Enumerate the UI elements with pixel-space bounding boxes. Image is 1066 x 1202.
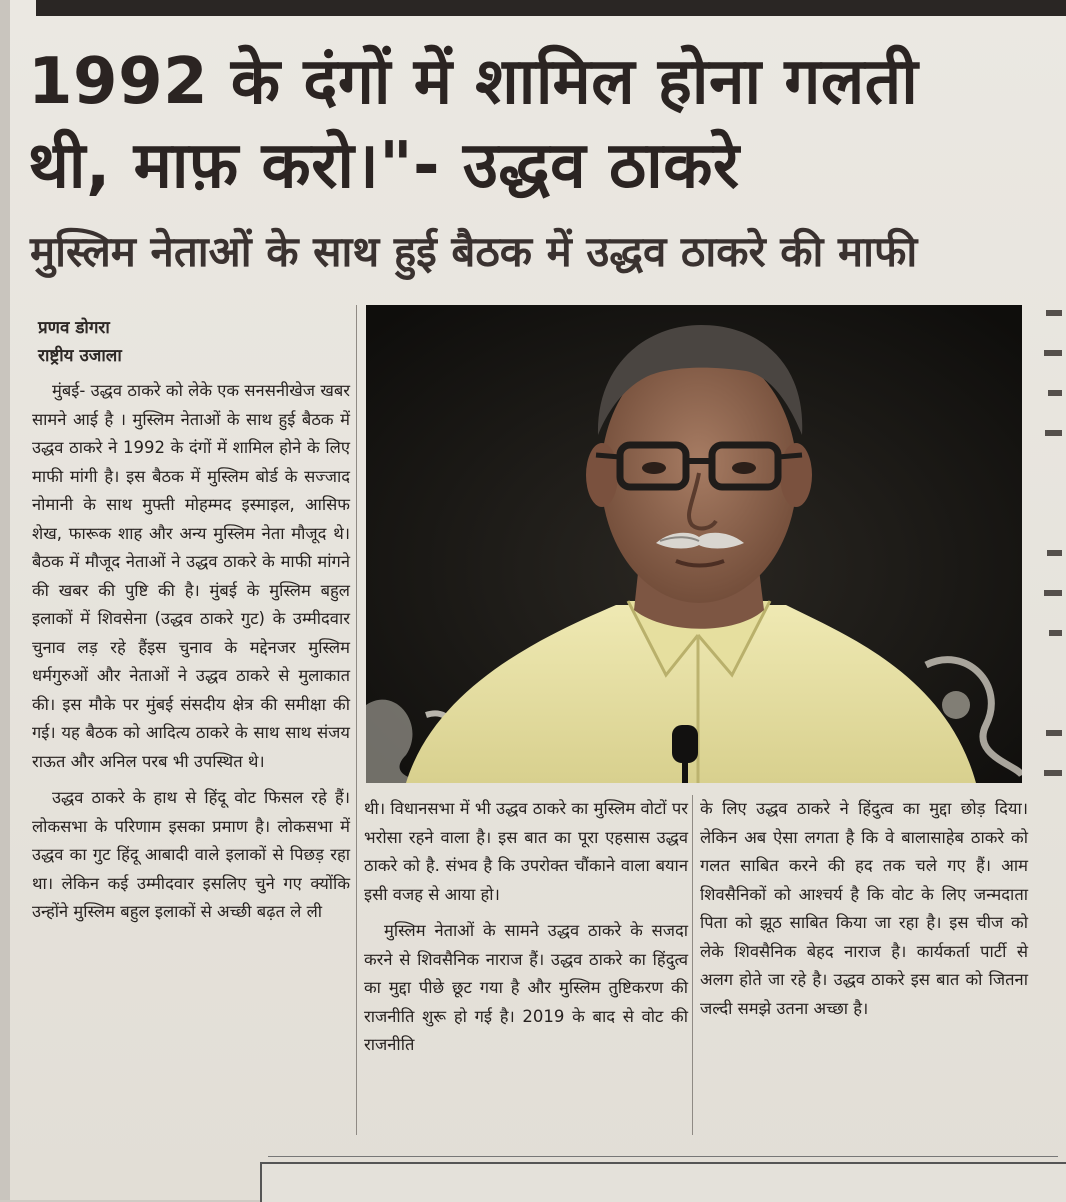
article-photo xyxy=(366,305,1022,783)
paragraph: मुस्लिम नेताओं के सामने उद्धव ठाकरे के सजदा करने से शिवसैनिक नाराज हैं। उद्धव ठाकरे का हिंदुत्व का मुद्दा पीछे छूट गया है और मुस्लिम तुष्टिकरण की राजनीति शुरू हो गई है। 2019 के बाद से वोट की राजनीति xyxy=(364,921,688,1054)
article-column-1 xyxy=(32,377,350,935)
portrait-illustration xyxy=(366,305,1022,783)
top-print-band xyxy=(36,0,1066,16)
headline xyxy=(28,40,1038,208)
publication-name: राष्ट्रीय उजाला xyxy=(38,346,122,366)
headline-line-2: थी, माफ़ करो।"- उद्धव ठाकरे xyxy=(28,129,740,203)
author-name: प्रणव डोगरा xyxy=(38,318,110,338)
column-divider xyxy=(692,795,693,1135)
byline xyxy=(38,316,358,372)
paragraph: उद्धव ठाकरे के हाथ से हिंदू वोट फिसल रहे हैं। लोकसभा के परिणाम इसका प्रमाण है। लोकसभा में उद्धव का गुट हिंदू आबादी वाले इलाकों से पिछड़ रहा था। लेकिन कई उम्मीदवार इसलिए चुने गए क्योंकि उन्होंने मुस्लिम बहुल इलाकों से अच्छी बढ़त ले ली xyxy=(32,788,350,921)
bottom-rule xyxy=(268,1156,1058,1157)
page-edge xyxy=(0,0,10,1200)
headline-line-1: 1992 के दंगों में शामिल होना गलती xyxy=(28,45,919,119)
paragraph: मुंबई- उद्धव ठाकरे को लेके एक सनसनीखेज खबर सामने आई है । मुस्लिम नेताओं के साथ हुई बैठक में उद्धव ठाकरे ने 1992 के दंगों में शामिल होने के लिए माफी मांगी है। इस बैठक में मुस्लिम बोर्ड के सज्जाद नोमानी के साथ मुफ्ती मोहम्मद इस्माइल, आसिफ शेख, फारूक शाह और अन्य मुस्लिम नेता मौजूद थे। बैठक में मौजूद नेताओं ने उद्धव ठाकरे के माफी मांगने की खबर की पुष्टि की है। मुंबई के मुस्लिम बहुल इलाकों में शिवसेना (उद्धव ठाकरे गुट) के उम्मीदवार चुनाव लड़ रहे हैंइस चुनाव के मद्देनजर मुस्लिम धर्मगुरुओं और नेताओं ने उद्धव ठाकरे से मुलाकात की। इस मौके पर मुंबई संसदीय क्षेत्र की समीक्षा की गई। यह बैठक को आदित्य ठाकरे के साथ साथ संजय राऊत और अनिल परब भी उपस्थित थे। xyxy=(32,381,350,771)
paragraph: के लिए उद्धव ठाकरे ने हिंदुत्व का मुद्दा छोड़ दिया। लेकिन अब ऐसा लगता है कि वे बालासाहेब ठाकरे को गलत साबित करने की हद तक चले गए हैं। आम शिवसैनिकों को आश्चर्य है कि वोट के लिए जन्मदाता पिता को झूठ साबित किया जा रहा है। इस चीज को लेके शिवसैनिक बेहद नाराज है। कार्यकर्ता पार्टी से अलग होते जा रहे है। उद्धव ठाकरे इस बात को जितना जल्दी समझे उतना अच्छा है। xyxy=(700,799,1028,1018)
article-column-2 xyxy=(364,795,688,1068)
cropped-text-marks xyxy=(1040,300,1066,1100)
article-column-3 xyxy=(700,795,1028,1031)
paragraph: थी। विधानसभा में भी उद्धव ठाकरे का मुस्लिम वोटों पर भरोसा रहने वाला है। इस बात का पूरा एहसास उद्धव ठाकरे को है. संभव है कि उपरोक्त चौंकाने वाला बयान इसी वजह से आया हो। xyxy=(364,799,688,904)
subheadline: मुस्लिम नेताओं के साथ हुई बैठक में उद्धव ठाकरे की माफी xyxy=(30,227,918,276)
next-article-box xyxy=(260,1162,1066,1202)
column-divider xyxy=(356,305,357,1135)
adjacent-column-fragment xyxy=(1040,300,1066,1100)
